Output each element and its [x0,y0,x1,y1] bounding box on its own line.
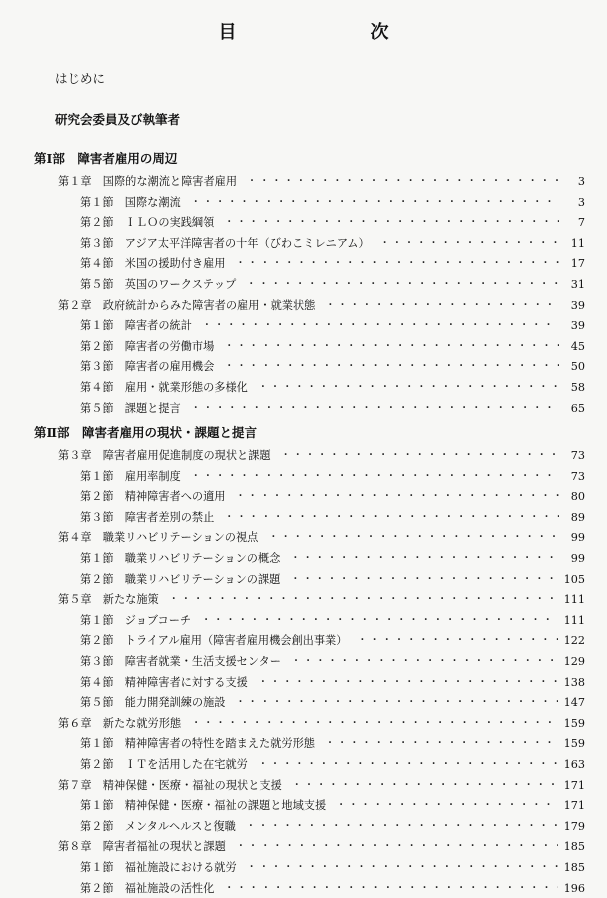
entry-label: 第８章 障害者福祉の現状と課題 [58,840,226,854]
dot-leader [169,591,558,609]
page-number: 147 [563,696,585,710]
page-number: 163 [563,758,585,771]
dot-leader [191,715,558,733]
page-number: 129 [563,655,585,668]
dot-leader [224,880,557,898]
toc-chapter-entry[interactable] [58,173,585,191]
entry-label: 第４章 職業リハビリテーションの視点 [58,531,259,545]
dot-leader [236,838,558,856]
toc-section-entry[interactable] [80,859,585,877]
entry-label: 第１節 職業リハビリテーションの概念 [80,552,281,565]
page-number: 122 [563,634,585,648]
page-number: 159 [563,737,585,751]
entry-label: 第１節 ジョブコーチ [80,613,192,627]
page-number: 50 [570,360,585,374]
toc-chapter-entry[interactable] [58,715,585,733]
toc-chapter-entry[interactable] [58,447,585,465]
toc-section-entry[interactable] [80,276,585,294]
dot-leader [325,735,558,753]
toc-section-entry[interactable] [80,379,585,397]
page-number: 39 [570,319,585,333]
toc-section-entry[interactable] [80,255,585,273]
dot-leader [281,447,559,465]
entry-label: 第１節 雇用率制度 [80,469,181,483]
page-number: 105 [563,572,585,586]
page-title: 目 次 [218,22,447,43]
dot-leader [201,612,558,630]
entry-label: 第６章 新たな就労形態 [58,716,182,730]
front-matter-intro[interactable]: はじめに [55,71,106,86]
toc-section-entry[interactable] [80,194,585,212]
entry-label: 第２節 職業リハビリテーションの課題 [80,572,281,586]
dot-leader [247,859,558,877]
toc-section-entry[interactable] [80,694,585,712]
entry-label: 第２節 ＩＬＯの実践綱領 [80,216,215,230]
toc-chapter-entry[interactable] [58,838,585,856]
dot-leader [246,818,558,836]
dot-leader [191,400,559,418]
toc-section-entry[interactable] [80,797,585,815]
page-number: 31 [570,278,585,291]
dot-leader [235,694,557,712]
dot-leader [224,509,559,527]
dot-leader [380,235,559,253]
entry-label: 第１章 国際的な潮流と障害者雇用 [58,175,238,188]
page-number: 73 [570,469,585,483]
dot-leader [247,173,559,191]
front-matter-committee[interactable]: 研究会委員及び執筆者 [55,112,181,127]
entry-label: 第５節 英国のワークステップ [80,278,237,291]
page-number: 11 [570,236,585,250]
toc-section-entry[interactable] [80,214,585,232]
dot-leader [258,379,559,397]
dot-leader [291,653,558,671]
dot-leader [224,214,559,232]
page-number: 99 [570,552,585,565]
entry-label: 第１節 国際な潮流 [80,195,181,209]
page-number: 171 [563,799,585,813]
toc-section-entry[interactable] [80,756,585,774]
page-number: 111 [563,593,585,607]
toc-section-entry[interactable] [80,235,585,253]
toc-chapter-entry[interactable] [58,777,585,795]
dot-leader [202,317,559,335]
entry-label: 第３節 アジア太平洋障害者の十年（びわこミレニアム） [80,236,370,250]
dot-leader [325,297,559,315]
entry-label: 第４節 雇用・就業形態の多様化 [80,381,248,394]
toc-section-entry[interactable] [80,632,585,650]
page-number: 65 [570,401,585,415]
part-heading: 第Ⅱ部 障害者雇用の現状・課題と提言 [34,425,258,440]
entry-label: 第３章 障害者雇用促進制度の現状と課題 [58,449,271,462]
dot-leader [258,674,558,692]
dot-leader [336,797,558,815]
entry-label: 第２章 政府統計からみた障害者の雇用・就業状態 [58,298,316,312]
dot-leader [292,777,558,795]
toc-section-entry[interactable] [80,358,585,376]
toc-section-entry[interactable] [80,674,585,692]
entry-label: 第２節 障害者の労働市場 [80,339,215,353]
dot-leader [191,194,559,212]
toc-chapter-entry[interactable] [58,297,585,315]
page-number: 99 [570,531,585,545]
toc-section-entry[interactable] [80,571,585,589]
toc-section-entry[interactable] [80,818,585,836]
toc-chapter-entry[interactable] [58,591,585,609]
entry-label: 第１節 精神障害者の特性を踏まえた就労形態 [80,737,315,751]
entry-label: 第２節 精神障害者への適用 [80,490,226,504]
page-number: 3 [577,195,585,209]
page-number: 185 [563,861,585,874]
dot-leader [235,488,559,506]
toc-section-entry[interactable] [80,653,585,671]
page-number: 7 [577,216,585,230]
entry-label: 第３節 障害者の雇用機会 [80,360,215,374]
entry-label: 第２節 トライアル雇用（障害者雇用機会創出事業） [80,634,348,648]
page-number: 58 [570,381,585,394]
page-number: 80 [570,490,585,504]
dot-leader [357,632,557,650]
page-number: 159 [563,716,585,730]
toc-section-entry[interactable] [80,550,585,568]
toc-chapter-entry[interactable] [58,529,585,547]
dot-leader [258,756,558,774]
entry-label: 第１節 障害者の統計 [80,319,192,333]
entry-label: 第１節 福祉施設における就労 [80,861,237,874]
entry-label: 第２節 メンタルヘルスと復職 [80,819,236,833]
page-number: 171 [563,778,585,792]
toc-section-entry[interactable] [80,612,585,630]
entry-label: 第２節 ＩＴを活用した在宅就労 [80,758,248,771]
entry-label: 第１節 精神保健・医療・福祉の課題と地域支援 [80,799,327,813]
entry-label: 第７章 精神保健・医療・福祉の現状と支援 [58,778,282,792]
dot-leader [224,358,559,376]
dot-leader [246,276,559,294]
toc-section-entry[interactable] [80,468,585,486]
page-number: 45 [570,339,585,353]
dot-leader [290,550,559,568]
toc-section-entry[interactable] [80,735,585,753]
entry-label: 第３節 障害者就業・生活支援センター [80,655,281,668]
toc-section-entry[interactable] [80,400,585,418]
page-number: 138 [563,675,585,689]
entry-label: 第５章 新たな施策 [58,593,159,607]
dot-leader [268,529,559,547]
toc-section-entry[interactable] [80,317,585,335]
entry-label: 第５節 能力開発訓練の施設 [80,696,226,710]
page-number: 39 [570,298,585,312]
dot-leader [224,338,559,356]
page-number: 185 [563,840,585,854]
dot-leader [191,468,559,486]
entry-label: 第４節 米国の援助付き雇用 [80,257,226,271]
page-number: 179 [563,819,585,833]
entry-label: 第５節 課題と提言 [80,401,181,415]
page-number: 111 [563,613,585,627]
toc-section-entry[interactable] [80,338,585,356]
page-number: 17 [570,257,585,271]
page-number: 73 [570,449,585,462]
toc-section-entry[interactable] [80,509,585,527]
entry-label: 第２節 福祉施設の活性化 [80,881,215,895]
page-number: 196 [563,881,585,895]
dot-leader [290,571,557,589]
entry-label: 第３節 障害者差別の禁止 [80,510,215,524]
toc-section-entry[interactable] [80,880,585,898]
part-heading: 第Ⅰ部 障害者雇用の周辺 [34,151,178,166]
page-number: 3 [577,175,585,188]
page-number: 89 [570,510,585,524]
toc-section-entry[interactable] [80,488,585,506]
entry-label: 第４節 精神障害者に対する支援 [80,675,248,689]
dot-leader [235,255,559,273]
